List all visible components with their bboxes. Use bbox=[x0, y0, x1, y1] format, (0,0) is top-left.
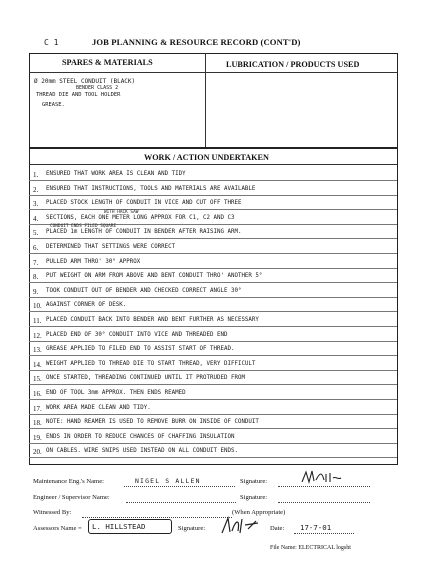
work-header-rule bbox=[29, 164, 397, 165]
work-row-number: 17. bbox=[33, 404, 42, 413]
work-row-rule bbox=[29, 282, 397, 283]
work-row-rule bbox=[29, 370, 397, 371]
assessor-name-box bbox=[88, 519, 172, 534]
file-name: File Name: ELECTRICAL logsht bbox=[270, 545, 351, 551]
work-row-text: ENDS IN ORDER TO REDUCE CHANCES OF CHAFFING INSULATION bbox=[46, 433, 235, 440]
spares-line: THREAD DIE AND TOOL HOLDER bbox=[36, 92, 121, 98]
work-row-number: 5. bbox=[33, 229, 39, 238]
work-row-number: 19. bbox=[33, 433, 42, 442]
work-row-text: DETERMINED THAT SETTINGS WERE CORRECT bbox=[46, 244, 176, 250]
work-row-text: WEIGHT APPLIED TO THREAD DIE TO START THREAD, VERY DIFFICULT bbox=[46, 360, 256, 367]
work-row-rule bbox=[29, 414, 397, 415]
work-row-text: AGAINST CORNER OF DESK. bbox=[46, 302, 127, 309]
work-row-rule bbox=[29, 443, 397, 444]
work-row-number: 16. bbox=[33, 390, 42, 398]
engineer-label: Engineer / Supervisor Name: bbox=[33, 494, 110, 501]
form-title: JOB PLANNING & RESOURCE RECORD (CONT'D) bbox=[92, 37, 301, 47]
work-row-rule bbox=[29, 384, 397, 385]
work-row-text: GREASE APPLIED TO FILED END TO ASSIST START OF THREAD. bbox=[46, 346, 235, 353]
work-row-rule bbox=[29, 399, 397, 400]
work-row-text: PUT WEIGHT ON ARM FROM ABOVE AND BENT CONDUIT THRO' ANOTHER 5° bbox=[46, 273, 263, 280]
date-underline bbox=[294, 533, 354, 534]
work-row-text: PULLED ARM THRO' 30° APPROX bbox=[46, 258, 141, 265]
maint-signature-mark bbox=[300, 468, 350, 486]
work-row-rule bbox=[29, 341, 397, 342]
assessor-signature-mark bbox=[218, 515, 264, 537]
work-row-text: ENSURED THAT INSTRUCTIONS, TOOLS AND MATERIALS ARE AVAILABLE bbox=[46, 185, 256, 192]
work-row-number: 1. bbox=[33, 171, 39, 179]
maint-eng-label: Maintenance Eng.'s Name: bbox=[33, 478, 104, 485]
work-row-number: 8. bbox=[33, 273, 39, 282]
maint-sig-underline bbox=[278, 486, 370, 487]
work-row-number: 11. bbox=[33, 317, 42, 325]
work-row-rule bbox=[29, 457, 397, 458]
work-row-text: END OF TOOL 3mm APPROX. THEN ENDS REAMED bbox=[46, 390, 186, 396]
work-row-text: ONCE STARTED, THREADING CONTINUED UNTIL IT PROTRUDED FROM bbox=[46, 375, 245, 382]
work-row-rule bbox=[29, 238, 397, 239]
work-row-number: 20. bbox=[33, 448, 42, 457]
work-row-annotation: CONDUIT ENDS FILED SQUARE bbox=[50, 224, 117, 230]
work-row-text: NOTE: HAND REAMER IS USED TO REMOVE BURR ON INSIDE OF CONDUIT bbox=[46, 419, 259, 426]
materials-header-rule bbox=[29, 72, 397, 73]
work-row-annotation: WITH HACK SAW bbox=[104, 209, 139, 215]
work-row-text: ON CABLES. WIRE SNIPS USED INSTEAD ON ALL CONDUIT ENDS. bbox=[46, 448, 238, 455]
work-row-rule bbox=[29, 253, 397, 254]
engineer-sig-label: Signature: bbox=[240, 494, 268, 501]
signature-stroke bbox=[222, 518, 258, 533]
work-row-text: PLACED STOCK LENGTH OF CONDUIT IN VICE AND CUT OFF THREE bbox=[46, 200, 242, 207]
work-row-number: 3. bbox=[33, 200, 39, 209]
maint-eng-underline bbox=[124, 486, 235, 487]
work-row-number: 4. bbox=[33, 214, 39, 223]
spares-line: GREASE. bbox=[42, 102, 65, 108]
work-row-number: 6. bbox=[33, 244, 39, 252]
work-row-text: PLACED 1m LENGTH OF CONDUIT IN BENDER AFTER RAISING ARM. bbox=[46, 229, 242, 236]
work-row-number: 14. bbox=[33, 360, 42, 369]
materials-divider bbox=[205, 53, 206, 148]
maint-eng-name: NIGEL S ALLEN bbox=[135, 477, 201, 485]
work-row-number: 15. bbox=[33, 375, 42, 384]
work-row-rule bbox=[29, 195, 397, 196]
date-value: 17-7-01 bbox=[300, 523, 332, 532]
page-corner-mark: C 1 bbox=[44, 38, 59, 47]
witness-underline bbox=[82, 517, 232, 518]
signature-stroke bbox=[302, 471, 341, 482]
work-row-number: 10. bbox=[33, 302, 42, 311]
work-row-number: 13. bbox=[33, 346, 42, 355]
work-row-rule bbox=[29, 311, 397, 312]
work-row-rule bbox=[29, 180, 397, 181]
work-row-rule bbox=[29, 268, 397, 269]
work-row-text: WORK AREA MADE CLEAN AND TIDY. bbox=[46, 404, 151, 411]
date-label: Date: bbox=[270, 525, 285, 532]
work-row-number: 12. bbox=[33, 331, 42, 340]
work-row-rule bbox=[29, 297, 397, 298]
work-row-text: ENSURED THAT WORK AREA IS CLEAN AND TIDY bbox=[46, 171, 186, 177]
witness-label: Witnessed By: bbox=[33, 509, 72, 516]
work-row-rule bbox=[29, 428, 397, 429]
spares-line: Ø 20mm STEEL CONDUIT (BLACK) bbox=[34, 78, 136, 85]
work-row-text: TOOK CONDUIT OUT OF BENDER AND CHECKED CORRECT ANGLE 30° bbox=[46, 287, 242, 294]
work-heading: WORK / ACTION UNDERTAKEN bbox=[144, 153, 269, 162]
work-row-number: 18. bbox=[33, 419, 42, 428]
assessor-name: L. HILLSTEAD bbox=[92, 522, 146, 531]
work-row-rule bbox=[29, 326, 397, 327]
assessor-label: Assessors Name = bbox=[33, 525, 82, 532]
work-row-number: 7. bbox=[33, 258, 39, 267]
work-row-text: PLACED END OF 30° CONDUIT INTO VICE AND THREADED END bbox=[46, 331, 228, 338]
work-row-number: 2. bbox=[33, 185, 39, 194]
work-row-rule bbox=[29, 355, 397, 356]
spares-heading: SPARES & MATERIALS bbox=[62, 58, 153, 67]
work-row-number: 9. bbox=[33, 287, 39, 296]
engineer-sig-underline bbox=[278, 502, 370, 503]
assessor-sig-label: Signature: bbox=[178, 525, 206, 532]
work-row-rule bbox=[29, 209, 397, 210]
maint-sig-label: Signature: bbox=[240, 478, 268, 485]
spares-line: BENDER CLASS 2 bbox=[76, 85, 119, 91]
lubrication-heading: LUBRICATION / PRODUCTS USED bbox=[226, 60, 360, 69]
work-row-text: PLACED CONDUIT BACK INTO BENDER AND BENT FURTHER AS NECESSARY bbox=[46, 317, 259, 323]
engineer-underline bbox=[126, 502, 236, 503]
witness-note: (When Appropriate) bbox=[232, 509, 286, 516]
work-row-text: SECTIONS, EACH ONE METER LONG APPROX FOR C1, C2 AND C3 bbox=[46, 214, 235, 221]
